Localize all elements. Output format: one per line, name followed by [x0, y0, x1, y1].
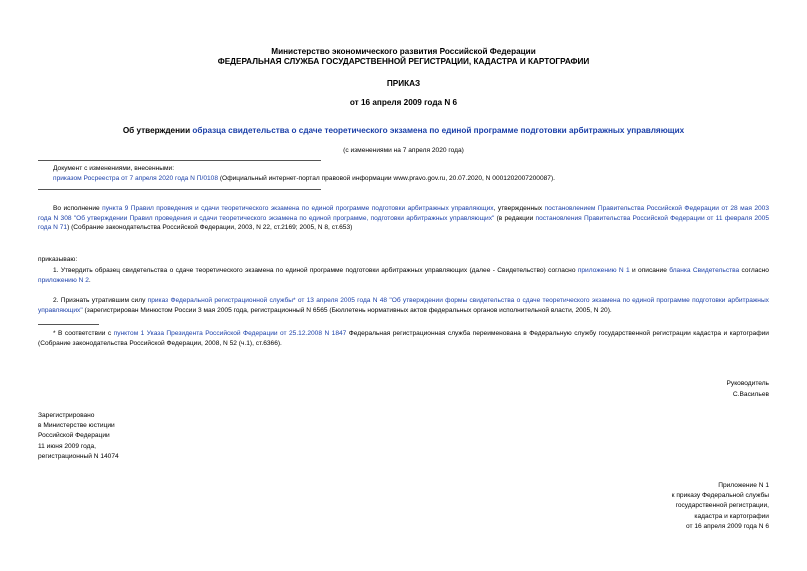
title-prefix: Об утверждении	[122, 126, 193, 135]
divider-top	[38, 160, 321, 161]
footnote-text-2: Федеральная регистрационная служба переименована в Федеральную службу государственной регистрации кадастра и картографии (Собрание законодательства Российской Федерации, 2008, N 52 (ч.1), ст.6366).	[38, 330, 769, 347]
item2-text-2: (зарегистрирован Минюстом России 3 мая 2005 года, регистрационный N 6565 (Бюллетень нормативных актов федеральных органов исполнительной власти, 2005, N 20).	[82, 306, 612, 314]
signature-name: С.Васильев	[732, 391, 769, 398]
document-date-number: от 16 апреля 2009 года N 6	[349, 98, 458, 107]
order-item-1	[38, 266, 769, 285]
document-title	[0, 126, 807, 136]
appendix-line: государственной регистрации,	[675, 502, 769, 510]
revision-note: (с изменениями на 7 апреля 2020 года)	[343, 147, 464, 154]
registration-line: в Министерстве юстиции	[38, 422, 115, 430]
service-name: ФЕДЕРАЛЬНАЯ СЛУЖБА ГОСУДАРСТВЕННОЙ РЕГИСТРАЦИИ, КАДАСТРА И КАРТОГРАФИИ	[217, 57, 590, 66]
appendix-line: от 16 апреля 2009 года N 6	[685, 522, 769, 530]
preamble-text-1: Во исполнение	[53, 205, 103, 212]
item2-text-1: 2. Признать утратившим силу	[53, 297, 148, 304]
item1-text-1: 1. Утвердить образец свидетельства о сдаче теоретического экзамена по единой программе подготовки арбитражных управляющих (далее - Свидетельство) согласно	[53, 267, 578, 274]
amendments-text	[53, 174, 773, 184]
preamble-text-3: (в редакции	[494, 214, 536, 222]
item1-text-3: согласно	[739, 267, 769, 274]
preamble-paragraph	[38, 204, 769, 233]
amendment-source: (Официальный интернет-портал правовой информации www.pravo.gov.ru, 20.07.2020, N 0001202007200087).	[218, 175, 555, 182]
order-item-2	[38, 296, 769, 315]
appendix-1-link[interactable]: приложению N 1	[577, 267, 630, 274]
appendix-line: к приказу Федеральной службы	[671, 492, 769, 500]
registration-block	[38, 411, 119, 462]
appendix-2-link[interactable]: приложению N 2	[38, 276, 89, 284]
title-link[interactable]: образца свидетельства о сдаче теоретического экзамена по единой программе подготовки арбитражных управляющих	[192, 126, 685, 135]
footnote-divider	[38, 324, 99, 325]
item1-text-2: и описание	[629, 267, 670, 274]
item1-text-4: .	[88, 276, 91, 284]
repealed-order-48-link[interactable]: приказ Федеральной регистрационной службы* от 13 апреля 2005 года N 48 "Об утверждении формы свидетельства о сдаче теоретического экзамена по единой программе подготовки арбитражных управляющих"	[38, 297, 769, 314]
rules-point-9-link[interactable]: пункта 9 Правил проведения и сдачи теоретического экзамена по единой программе подготовки арбитражных управляющих	[102, 205, 494, 212]
appendix-header	[672, 481, 769, 532]
registration-line: Зарегистрировано	[38, 412, 95, 419]
signature-position: Руководитель	[726, 380, 769, 387]
certificate-form-link[interactable]: бланка Свидетельства	[669, 267, 740, 274]
document-type: ПРИКАЗ	[386, 79, 421, 88]
government-resolution-308-link[interactable]: постановлением Правительства Российской Федерации от 28 мая 2003 года N 308 "Об утверждении Правил проведения и сдачи теоретического экзамена по единой программе, подготовки арбитражных управляющих"	[38, 205, 769, 222]
appendix-line: кадастра и картографии	[694, 512, 769, 520]
footnote-text-1: * В соответствии с	[53, 330, 114, 337]
amendments-label: Документ с изменениями, внесенными:	[53, 165, 175, 172]
preamble-text-4: ) (Собрание законодательства Российской Федерации, 2003, N 22, ст.2169; 2005, N 8, ст.653)	[67, 224, 353, 231]
amendment-order-link[interactable]: приказом Росреестра от 7 апреля 2020 года N П/0108	[53, 175, 219, 182]
ministry-name: Министерство экономического развития Российской Федерации	[271, 47, 536, 56]
preamble-text-2: , утвержденных	[493, 205, 545, 212]
registration-line: 11 июня 2009 года,	[38, 442, 96, 450]
footnote	[38, 329, 769, 348]
appendix-line: Приложение N 1	[718, 482, 769, 489]
divider-bottom	[38, 189, 321, 190]
order-word: приказываю:	[38, 256, 78, 263]
registration-line: Российской Федерации	[38, 432, 110, 440]
registration-line: регистрационный N 14074	[38, 452, 119, 460]
government-resolution-71-link[interactable]: постановления Правительства Российской Федерации от 11 февраля 2005 года N 71	[38, 214, 770, 231]
presidential-decree-link[interactable]: пунктом 1 Указа Президента Российской Федерации от 25.12.2008 N 1847	[113, 330, 347, 337]
